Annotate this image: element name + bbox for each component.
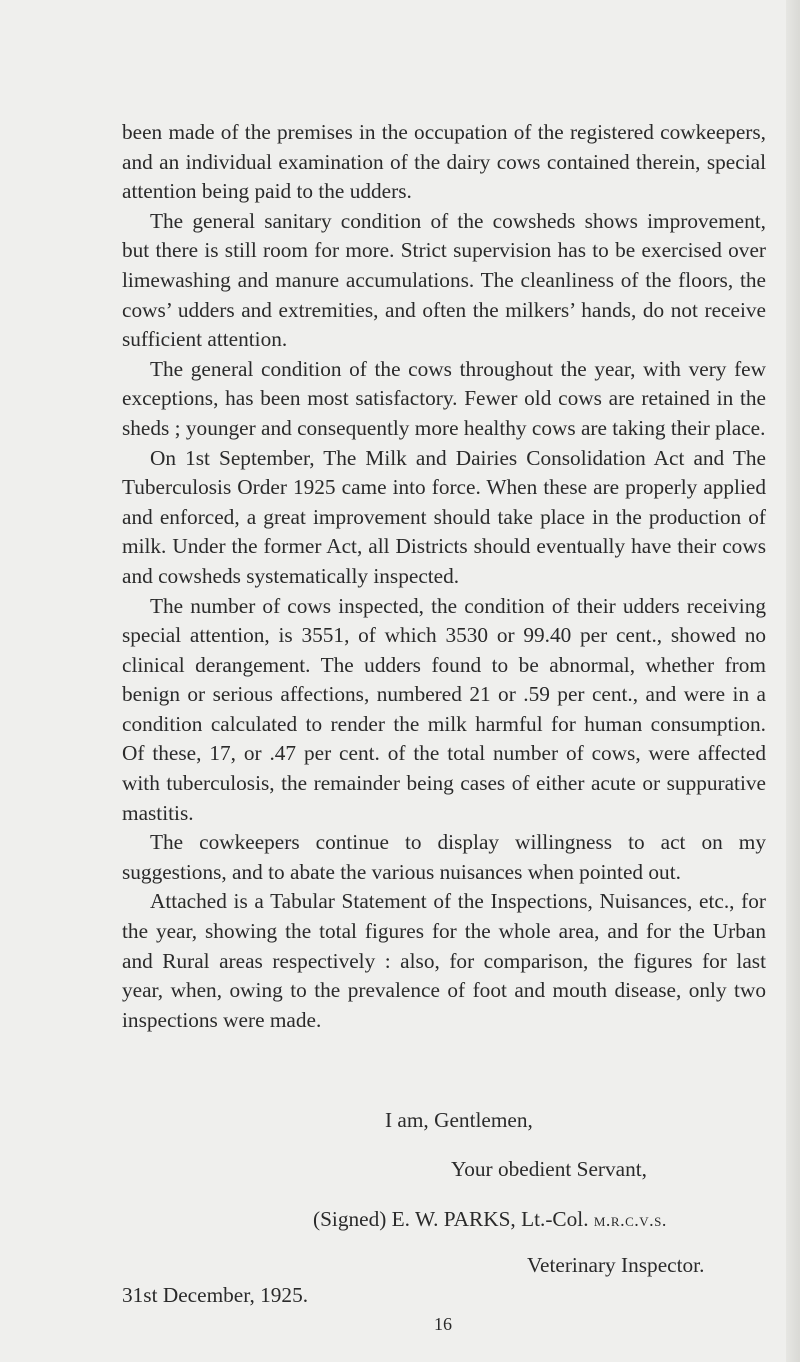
paragraph-2: The general sanitary condition of the cowsheds shows improvement, but there is still room for more. Strict supervision has to be exercised over limewashing and manure accumulations. The cleanliness of the floors, the cows’ udders and extremities, and often the milkers’ hands, do not receive sufficient attention. <box>122 208 766 352</box>
signature-line <box>313 1207 667 1232</box>
paragraph-7: Attached is a Tabular Statement of the Inspections, Nuisances, etc., for the year, showing the total figures for the whole area, and for the Urban and Rural areas respectively : also, for comparison, the figures for last year, when, owing to the prevalence of foot and mouth disease, only two inspections were made. <box>122 889 766 1032</box>
paragraph-1: been made of the premises in the occupation of the registered cowkeepers, and an individual examination of the dairy cows contained therein, special attention being paid to the udders. <box>122 120 766 204</box>
letter-date: 31st December, 1925. <box>122 1283 309 1307</box>
page-number: 16 <box>434 1314 452 1334</box>
paragraph-4: On 1st September, The Milk and Dairies Consolidation Act and The Tuberculosis Order 1925 came into force. When these are properly applied and enforced, a great improvement should take place in the production of milk. Under the former Act, all Districts should eventually have their cows and cowsheds systematically inspected. <box>122 445 766 588</box>
salutation: I am, Gentlemen, <box>385 1108 533 1132</box>
report-body <box>122 118 766 1035</box>
signature-name: (Signed) E. W. PARKS, Lt.-Col. <box>313 1207 589 1231</box>
page-edge-shadow <box>786 0 800 1362</box>
paragraph-6: The cowkeepers continue to display willingness to act on my suggestions, and to abate the various nuisances when pointed out. <box>122 830 766 884</box>
signatory-title: Veterinary Inspector. <box>527 1253 705 1277</box>
valediction: Your obedient Servant, <box>451 1157 647 1181</box>
paragraph-3: The general condition of the cows throughout the year, with very few exceptions, has been most satisfactory. Fewer old cows are retained in the sheds ; younger and consequently more healthy cows are taking their place. <box>122 356 766 440</box>
paragraph-5: The number of cows inspected, the condition of their udders receiving special attention, is 3551, of which 3530 or 99.40 per cent., showed no clinical derangement. The udders found to be abnormal, whether from benign or serious affections, numbered 21 or .59 per cent., and were in a condition calculated to render the milk harmful for human consumption. Of these, 17, or .47 per cent. of the total number of cows, were affected with tuberculosis, the remainder being cases of either acute or suppurative mastitis. <box>122 593 766 825</box>
signature-qualifications: m.r.c.v.s. <box>593 1210 667 1230</box>
